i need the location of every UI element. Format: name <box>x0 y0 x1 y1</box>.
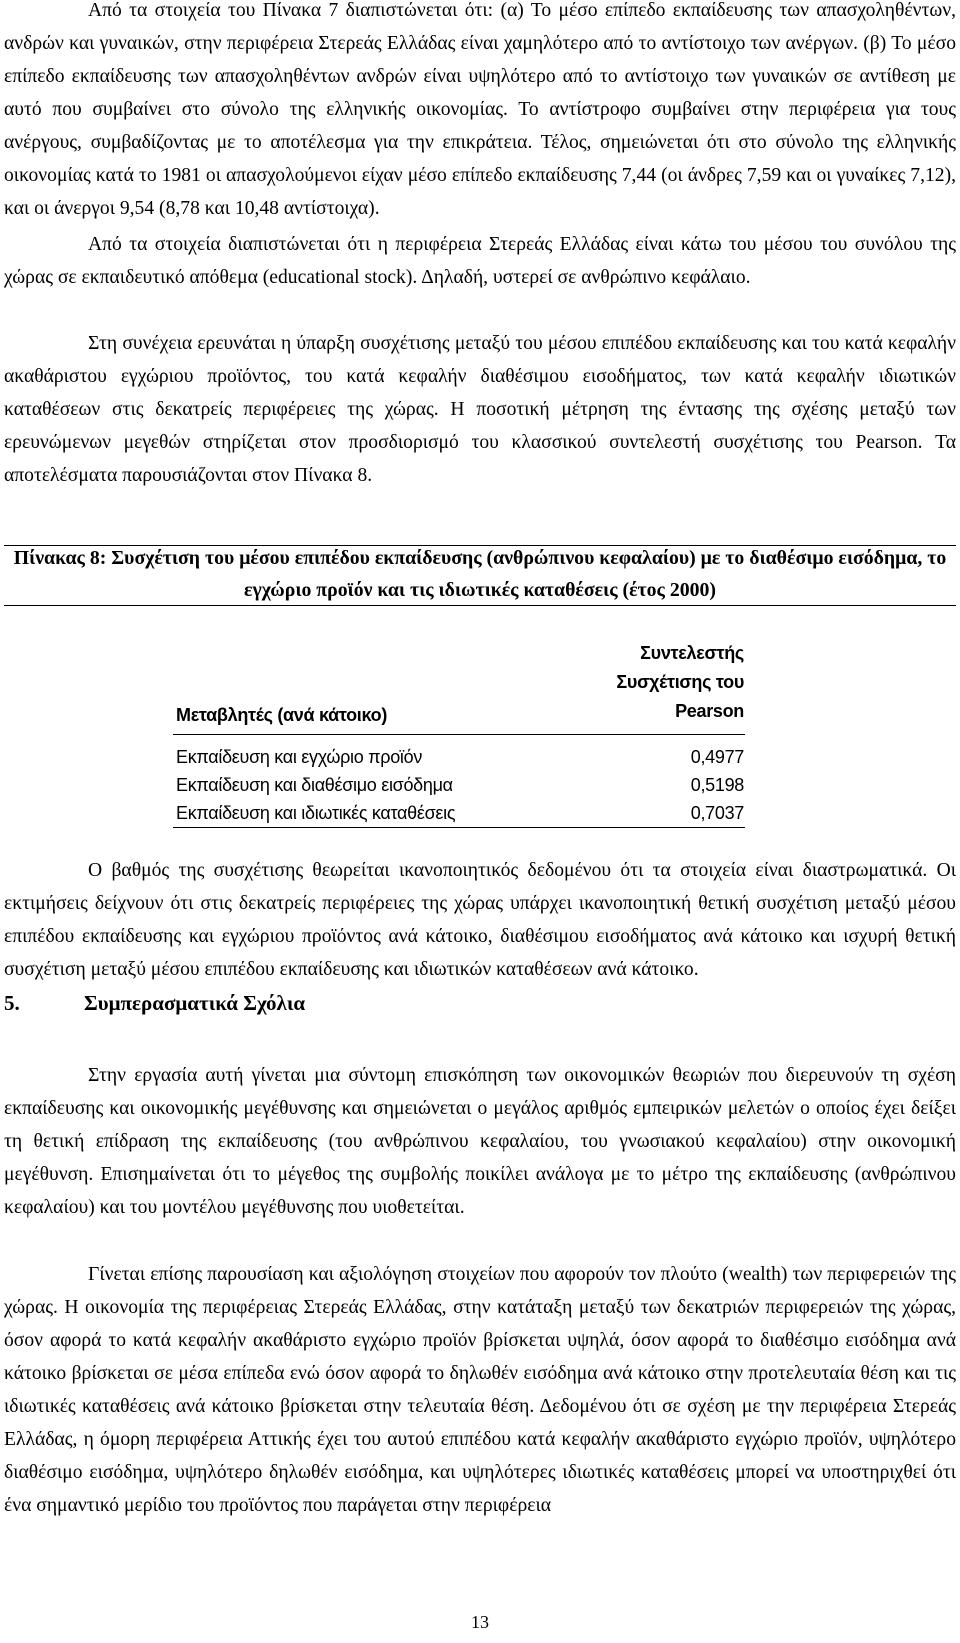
paragraph-correlation-results <box>4 854 956 986</box>
paragraph-text: Ο βαθμός της συσχέτισης θεωρείται ικανοποιητικός δεδομένου ότι τα στοιχεία είναι διαστρωματικά. Οι εκτιμήσεις δείχνουν ότι στις δεκατρείς περιφέρειες της χώρας υπάρχει ικανοποιητική θετική συσχέτιση μεταξύ μέσου επιπέδου εκπαίδευσης και εγχώριου προϊόντος ανά κάτοικο, διαθέσιμου εισοδήματος ανά κάτοικο και ισχυρή θετική συσχέτιση μεταξύ μέσου επιπέδου εκπαίδευσης και ιδιωτικών καταθέσεων ανά κάτοικο. <box>4 860 956 980</box>
paragraph-conclusions-1 <box>4 1059 956 1224</box>
section-title: Συμπερασματικά Σχόλια <box>84 991 306 1015</box>
paragraph-text: Στη συνέχεια ερευνάται η ύπαρξη συσχέτισης μεταξύ του μέσου επιπέδου εκπαίδευσης και του κατά κεφαλήν ακαθάριστου εγχώριου προϊόντος, του κατά κεφαλήν διαθέσιμου εισοδήματος, των κατά κεφαλήν ιδιωτικών καταθέσεων στις δεκατρείς περιφέρειες της χώρας. Η ποσοτική μέτρηση της έντασης της σχέσης μεταξύ των ερευνώμενων μεγεθών στηρίζεται στον προσδιορισμό του κλασσικού συντελεστή συσχέτισης του Pearson. Τα αποτελέσματα παρουσιάζονται στον Πίνακα 8. <box>4 333 956 486</box>
table-header-row <box>173 628 745 735</box>
header-coefficient <box>564 639 744 726</box>
header-coefficient-line: Συσχέτισης του <box>616 672 744 692</box>
row-value: 0,7037 <box>690 803 744 823</box>
paragraph-educational-stock <box>4 228 956 294</box>
page-number: 13 <box>471 1612 489 1632</box>
paragraph-text: Στην εργασία αυτή γίνεται μια σύντομη επισκόπηση των οικονομικών θεωριών που διερευνούν τη σχέση εκπαίδευσης και οικονομικής μεγέθυνσης και σημειώνεται ο μεγάλος αριθμός εμπειρικών μελετών ο οποίος έχει δείξει τη θετική επίδραση της εκπαίδευσης (του ανθρώπινου κεφαλαίου, του γνωσιακού κεφαλαίου) στην οικονομική μεγέθυνση. Επισημαίνεται ότι το μέγεθος της συμβολής ποικίλει ανάλογα με το μέτρο της εκπαίδευσης (ανθρώπινου κεφαλαίου) και του μοντέλου μεγέθυνσης που υιοθετείται. <box>4 1065 956 1218</box>
table-title: Πίνακας 8: Συσχέτιση του μέσου επιπέδου εκπαίδευσης (ανθρώπινου κεφαλαίου) με το διαθέσιμο εισόδημα, το εγχώριο προϊόν και τις ιδιωτικές καταθέσεις (έτος 2000) <box>13 547 947 601</box>
row-label: Εκπαίδευση και διαθέσιμο εισόδημα <box>176 775 453 795</box>
table-row <box>173 771 745 799</box>
header-variables: Μεταβλητές (ανά κάτοικο) <box>176 705 388 725</box>
section-heading <box>4 988 305 1018</box>
row-value: 0,4977 <box>690 747 744 767</box>
paragraph-text: Από τα στοιχεία διαπιστώνεται ότι η περιφέρεια Στερεάς Ελλάδας είναι κάτω του μέσου του συνόλου της χώρας σε εκπαιδευτικό απόθεμα (educational stock). Δηλαδή, υστερεί σε ανθρώπινο κεφάλαιο. <box>4 234 956 288</box>
row-value: 0,5198 <box>690 775 744 795</box>
section-number: 5. <box>4 991 20 1015</box>
table-title-bottom-rule <box>4 605 956 606</box>
paragraph-table7-findings <box>4 0 956 225</box>
paragraph-text: Από τα στοιχεία του Πίνακα 7 διαπιστώνεται ότι: (α) Το μέσο επίπεδο εκπαίδευσης των απασχοληθέντων, ανδρών και γυναικών, στην περιφέρεια Στερεάς Ελλάδας είναι χαμηλότερο από το αντίστοιχο των ανέργων. (β) Το μέσο επίπεδο εκπαίδευσης των απασχοληθέντων ανδρών είναι υψηλότερο από το αντίστοιχο των γυναικών σε αντίθεση με αυτό που συμβαίνει στο σύνολο της ελληνικής οικονομίας. Το αντίστροφο συμβαίνει στην περιφέρεια για τους ανέργους, συμβαδίζοντας με το αποτέλεσμα για την επικράτεια. Τέλος, σημειώνεται ότι στο σύνολο της ελληνικής οικονομίας κατά το 1981 οι απασχολούμενοι είχαν μέσο επίπεδο εκπαίδευσης 7,44 (οι άνδρες 7,59 και οι γυναίκες 7,12), και οι άνεργοι 9,54 (8,78 και 10,48 αντίστοιχα). <box>4 0 956 219</box>
table-row <box>173 743 745 771</box>
correlation-table <box>173 628 745 828</box>
header-coefficient-line: Συντελεστής <box>640 643 744 663</box>
row-label: Εκπαίδευση και εγχώριο προϊόν <box>176 747 423 767</box>
row-label: Εκπαίδευση και ιδιωτικές καταθέσεις <box>176 803 456 823</box>
table-row <box>173 799 745 828</box>
paragraph-text: Γίνεται επίσης παρουσίαση και αξιολόγηση στοιχείων που αφορούν τον πλούτο (wealth) των περιφερειών της χώρας. Η οικονομία της περιφέρειας Στερεάς Ελλάδας, στην κατάταξη μεταξύ των δεκατριών περιφερειών της χώρας, όσον αφορά το κατά κεφαλήν ακαθάριστο εγχώριο προϊόν βρίσκεται υψηλά, όσον αφορά το διαθέσιμο εισόδημα ανά κάτοικο βρίσκεται σε μέσα επίπεδα ενώ όσον αφορά το δηλωθέν εισόδημα ανά κάτοικο στην προτελευταία θέση και τις ιδιωτικές καταθέσεις ανά κάτοικο βρίσκεται στην τελευταία θέση. Δεδομένου ότι σε σχέση με την περιφέρεια Στερεάς Ελλάδας, η όμορη περιφέρεια Αττικής έχει του αυτού επιπέδου κατά κεφαλήν ακαθάριστο εγχώριο προϊόν, υψηλότερο διαθέσιμο εισόδημα, υψηλότερο δηλωθέν εισόδημα, και υψηλότερες ιδιωτικές καταθέσεις μπορεί να υποστηριχθεί ότι ένα σημαντικό μερίδιο του προϊόντος που παράγεται στην περιφέρεια <box>4 1264 956 1516</box>
paragraph-correlation-intro <box>4 327 956 492</box>
header-coefficient-line: Pearson <box>675 701 744 721</box>
paragraph-conclusions-2 <box>4 1258 956 1522</box>
